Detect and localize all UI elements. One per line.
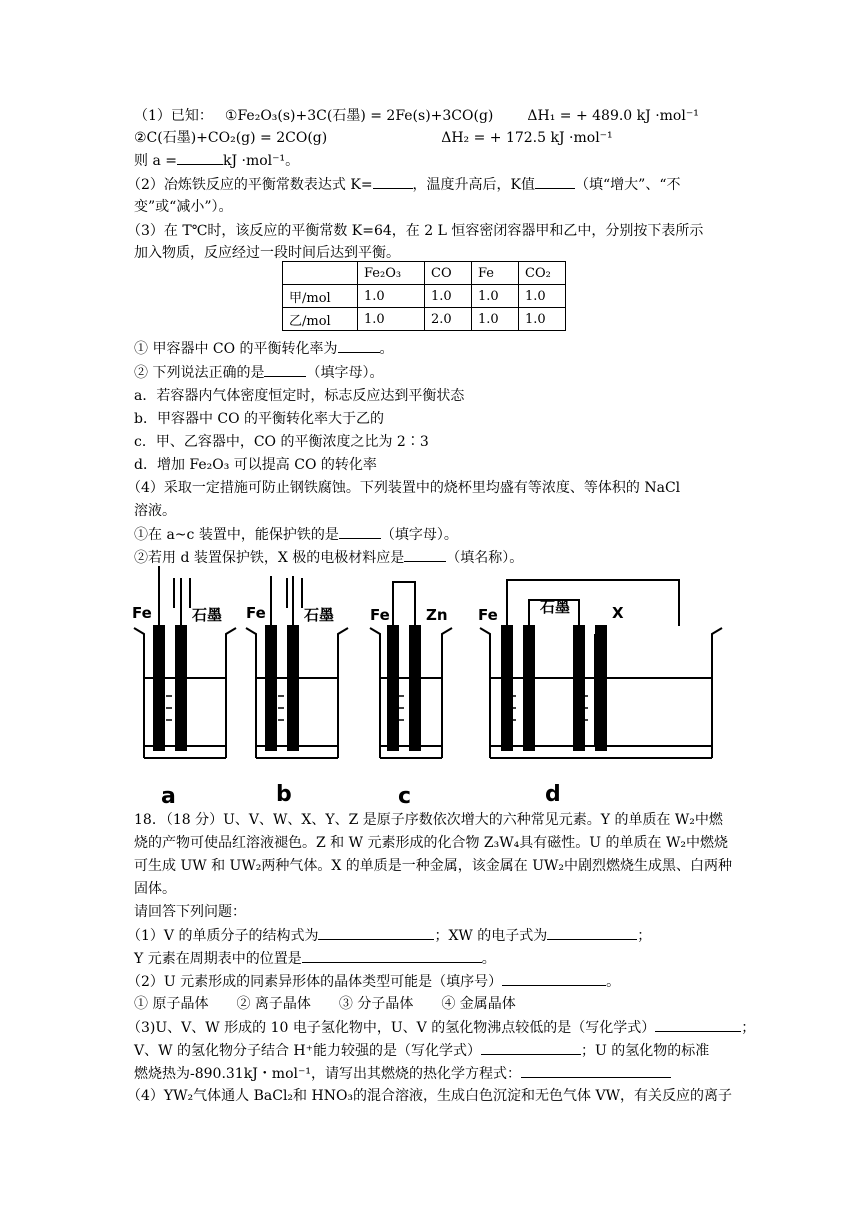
text: 。: [606, 974, 621, 990]
table-row: [283, 285, 566, 308]
text: ；U 的氢化物的标准: [581, 1043, 710, 1059]
answer-blank[interactable]: [481, 1040, 581, 1055]
electrode-label: Fe: [478, 606, 498, 624]
answer-blank[interactable]: [339, 524, 381, 539]
q18-part4-line1: （4）YW₂气体通人 BaCl₂和 HNO₃的混合溶液，生成白色沉淀和无色气体 VW，有关反应的离子: [127, 1088, 732, 1104]
text: ，温度升高后，K值: [412, 177, 536, 193]
q17-part3-q1: [134, 338, 394, 359]
text: ②若用 d 装置保护铁，X 极的电极材料应是: [134, 550, 405, 566]
q17-part2-line1: [127, 174, 681, 195]
q18-part3-line2: [134, 1040, 709, 1061]
electrode-label: 石墨: [192, 606, 223, 624]
figure-label-c: c: [398, 784, 412, 809]
q18-part2-options: ① 原子晶体 ② 离子晶体 ③ 分子晶体 ④ 金属晶体: [134, 996, 516, 1012]
answer-blank[interactable]: [502, 971, 606, 986]
text: 燃烧热为-890.31kJ・mol⁻¹，请写出其燃烧的热化学方程式：: [134, 1066, 521, 1082]
electrode-label: 石墨: [540, 598, 571, 616]
figure-label-a: a: [161, 784, 176, 809]
unit-text: kJ ·mol⁻¹。: [222, 153, 300, 169]
part1-label: （1）已知：: [134, 108, 213, 124]
table-cell: CO: [425, 262, 472, 285]
option-a: a．若容器内气体密度恒定时，标志反应达到平衡状态: [134, 388, 465, 404]
q17-part3-line2: 加入物质，反应经过一段时间后达到平衡。: [134, 245, 400, 261]
table-header-row: [283, 262, 566, 285]
text: Y 元素在周期表中的位置是: [134, 951, 302, 967]
text: （3)U、V、W 形成的 10 电子氢化物中，U、V 的氢化物沸点较低的是（写化学式）: [127, 1020, 656, 1036]
electrode-label: 石墨: [304, 606, 335, 624]
text: （填字母）。: [380, 527, 458, 543]
electrode-label: Fe: [246, 604, 266, 622]
q17-part4-line1: （4）采取一定措施可防止钢铁腐蚀。下列装置中的烧杯里均盛有等浓度、等体积的 NaCl: [127, 480, 681, 496]
q18-part2-line1: [127, 971, 620, 992]
substance-table: [282, 261, 566, 331]
table-cell: CO₂: [519, 262, 566, 285]
text: （填“增大”、“不: [575, 177, 681, 193]
text: （填名称）。: [446, 550, 524, 566]
text: ② 下列说法正确的是: [134, 365, 265, 381]
q17-part2-line2: 变”或“减小”）。: [134, 199, 233, 215]
answer-blank[interactable]: [177, 150, 223, 165]
table-cell: [283, 262, 358, 285]
text: ；: [741, 1020, 756, 1036]
q18-line2: 烧的产物可使品红溶液褪色。Z 和 W 元素形成的化合物 Z₃W₄具有磁性。U 的单质在 W₂中燃烧: [134, 835, 728, 851]
electrode-label: Fe: [370, 606, 390, 624]
electrode-label: X: [612, 604, 624, 622]
electrochemistry-figure: [130, 556, 730, 810]
q17-part1-line2: [134, 128, 613, 148]
electrode-label: Fe: [132, 604, 152, 622]
text: V、W 的氢化物分子结合 H⁺能力较强的是（写化学式）: [134, 1043, 481, 1059]
option-c: c．甲、乙容器中，CO 的平衡浓度之比为 2∶3: [134, 434, 429, 450]
answer-blank[interactable]: [338, 338, 380, 353]
figure-label-d: d: [545, 782, 561, 807]
text: 。: [481, 951, 496, 967]
table-cell: 1.0: [519, 308, 566, 331]
table-cell: 1.0: [358, 285, 425, 308]
text: ；: [637, 928, 652, 944]
q18-part1-line2: [134, 948, 496, 969]
q18-part3-line1: [127, 1017, 755, 1038]
table-cell: 1.0: [425, 285, 472, 308]
table-cell: Fe: [472, 262, 519, 285]
equation-2: ②C(石墨)+CO₂(g) = 2CO(g): [134, 130, 328, 146]
table-cell: 1.0: [358, 308, 425, 331]
q18-part1-line1: [127, 925, 651, 946]
table-cell: 1.0: [519, 285, 566, 308]
figure-label-b: b: [276, 782, 292, 807]
answer-blank[interactable]: [521, 1063, 671, 1078]
q17-part4-q1: [134, 524, 458, 545]
option-d: d．增加 Fe₂O₃ 可以提高 CO 的转化率: [134, 457, 377, 473]
answer-blank[interactable]: [302, 948, 482, 963]
q18-line1: 18．（18 分）U、V、W、X、Y、Z 是原子序数依次增大的六种常见元素。Y 的单质在 W₂中燃: [134, 812, 723, 828]
text: ① 甲容器中 CO 的平衡转化率为: [134, 341, 338, 357]
text: （1）V 的单质分子的结构式为: [127, 928, 319, 944]
q17-part3-line1: （3）在 T℃时，该反应的平衡常数 K=64，在 2 L 恒容密闭容器甲和乙中，分别按下表所示: [127, 223, 704, 239]
q18-line5: 请回答下列问题：: [134, 904, 246, 920]
q17-part1-line1: [134, 106, 699, 126]
enthalpy-2: ΔH₂ = + 172.5 kJ ·mol⁻¹: [441, 130, 613, 146]
answer-blank[interactable]: [264, 362, 306, 377]
answer-blank[interactable]: [535, 174, 575, 189]
text: 。: [379, 341, 394, 357]
table-cell: 2.0: [425, 308, 472, 331]
q18-line4: 固体。: [134, 881, 176, 897]
text: （填字母）。: [306, 365, 384, 381]
option-b: b．甲容器中 CO 的平衡转化率大于乙的: [134, 411, 385, 427]
table-cell: Fe₂O₃: [358, 262, 425, 285]
q17-part1-line3: [134, 150, 299, 171]
beaker-d: [480, 580, 722, 758]
text: ①在 a~c 装置中，能保护铁的是: [134, 527, 339, 543]
table-cell: 乙/mol: [283, 308, 358, 331]
table-row: [283, 308, 566, 331]
equation-1: ①Fe₂O₃(s)+3C(石墨) = 2Fe(s)+3CO(g): [224, 108, 494, 124]
text: （2）U 元素形成的同素异形体的晶体类型可能是（填序号）: [127, 974, 503, 990]
answer-blank[interactable]: [547, 925, 637, 940]
table-cell: 1.0: [472, 308, 519, 331]
q18-line3: 可生成 UW 和 UW₂两种气体。X 的单质是一种金属，该金属在 UW₂中剧烈燃烧生成黑、白两种: [134, 858, 733, 874]
table-cell: 甲/mol: [283, 285, 358, 308]
text: （2）冶炼铁反应的平衡常数表达式 K=: [127, 177, 373, 193]
q17-part3-q2: [134, 362, 383, 383]
answer-blank[interactable]: [373, 174, 413, 189]
text: ；XW 的电子式为: [434, 928, 548, 944]
electrode-label: Zn: [426, 606, 448, 624]
q18-part3-line3: [134, 1063, 671, 1084]
answer-blank[interactable]: [655, 1017, 741, 1032]
q17-part4-line2: 溶液。: [134, 503, 176, 519]
beaker-a: [134, 566, 236, 758]
answer-prompt: 则 a =: [134, 153, 177, 169]
answer-blank[interactable]: [318, 925, 434, 940]
enthalpy-1: ΔH₁ = + 489.0 kJ ·mol⁻¹: [527, 108, 699, 124]
table-cell: 1.0: [472, 285, 519, 308]
